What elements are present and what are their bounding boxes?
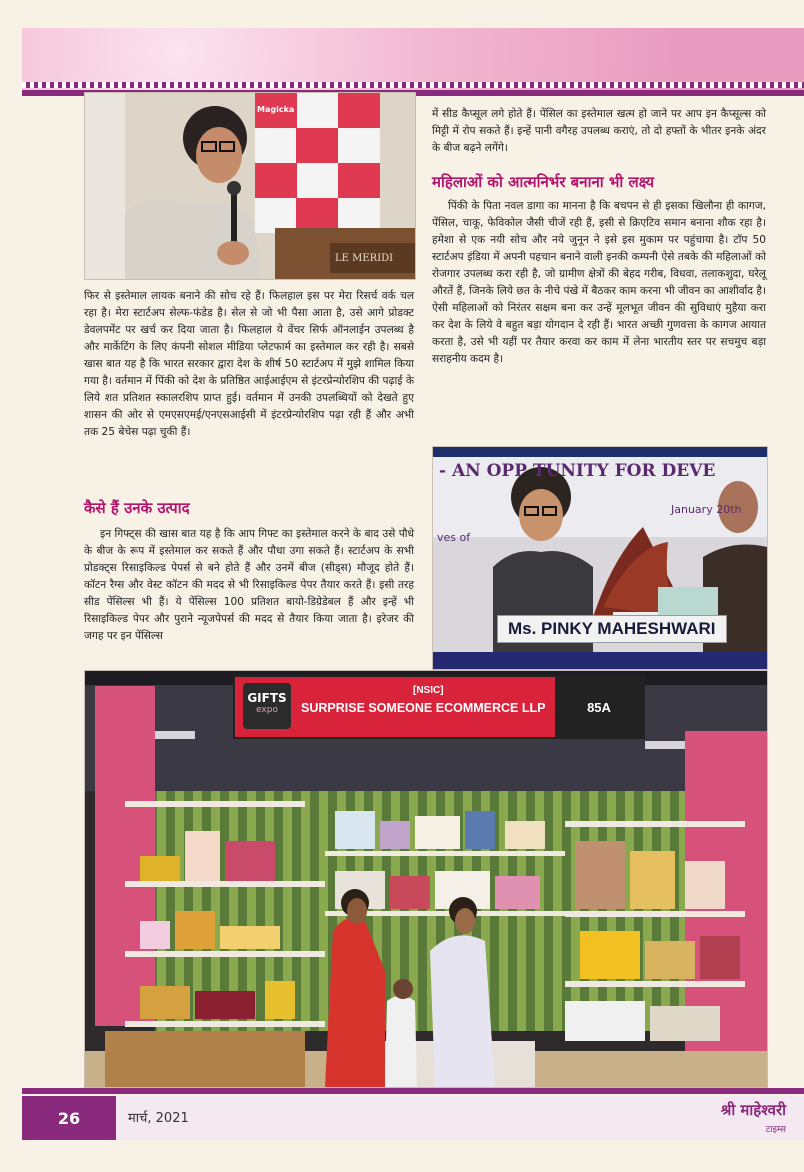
hotel-sign-text: LE MERIDI [335,253,394,264]
banner-date-text: January 20th [671,503,742,516]
logo-expo-text: expo [256,705,278,715]
banner-side-text: ves of [437,531,471,544]
logo-gifts-text: GIFTS [247,691,287,705]
page-number-text: 26 [57,1108,81,1128]
publication-name: श्री माहेश्वरी [720,1101,786,1119]
article-col1-para1: फिर से इस्तेमाल लायक बनाने की सोच रहे हैं। फिलहाल इस पर मेरा रिसर्च वर्क चल रहा है। मेरा स्टार्टअप सेल्फ-फंडेड है। सेल से जो भी पैसा आता है, उसे आगे प्रोडक्ट डेवलपमेंट पर खर्च कर दिया जाता है। फिलहाल ये वेंचर सिर्फ ऑनलाईन उपलब्ध है और मार्केटिंग के लिए कंपनी सोशल मीडिया प्लेटफार्म का इस्तेमाल कर रही है। सबसे खास बात यह है कि भारत सरकार द्वारा देश के शीर्ष 50 स्टार्टअप में मुझे शामिल किया गया है। वर्तमान में पिंकी को देश के प्रतिष्ठित आईआईएम से इंटरप्रेन्योरशिप की पढ़ाई के लिये शत प्रतिशत स्कालरशिप प्राप्त हुई। वर्तमान में उनकी उपलब्धियों को देखते हुए शासन की ओर से एमएसएमई/एनएसआईसी में इंटरप्रेन्योरशिप पढ़ा रही हैं और अभी तक 25 बेचेस पढ़ा चुकी हैं। [84,290,414,438]
nameplate: Ms. PINKY MAHESHWARI [497,615,727,643]
stall-number [555,677,643,737]
company-name: SURPRISE SOMEONE ECOMMERCE LLP [301,701,546,715]
section-heading-women-empowerment: महिलाओं को आत्मनिर्भर बनाना भी लक्ष्य [432,173,655,191]
article-col2-para1: में सीड कैप्सूल लगे होते हैं। पेंसिल का इस्तेमाल खत्म हो जाने पर आप इन कैप्सूल्स को मिट्टी में रोप सकते हैं। इन्हें पानी वगैरह उपलब्ध कराएं, तो दो हफ्तों के भीतर इनके अंदर के बीज बढ़ने लगेंगे। [432,108,766,154]
backdrop-logo-text: Magicka [257,105,295,114]
photo-speaker-microphone [84,92,416,280]
photo-panel-discussion [432,446,768,670]
publication-subtitle: टाइम्स [765,1125,786,1135]
footer-rule [22,1088,804,1094]
section-heading-products: कैसे हैं उनके उत्पाद [84,499,190,517]
header-border [22,82,804,88]
stall-sign [233,675,645,739]
gifts-expo-logo [243,683,291,729]
article-col2-para2: पिंकी के पिता नवल डागा का मानना है कि बचपन से ही इसका खिलौना ही कागज, पेंसिल, चाकू, फेविकोल जैसी चीजें रही हैं, इसी से क्रिएटिव समान बनाना शौक रहा है। हमेशा से एक नयी सोच और नये जुनून ने इसे इस मुकाम पर पहुंचाया है। टॉप 50 स्टार्टअप इंडिया में अपनी पहचान बनाने वाली इनकी कम्पनी ऐसे तबके की महिलाओं को रोजगार उपलब्ध करा रही है, जो ग्रामीण क्षेत्रों की बेहद गरीब, विधवा, तलाकशुदा, घरेलू औरतें हैं, जिनके लिये छत के नीचे पंखे में बैठकर काम करना भी जीवन का आशीर्वाद है। ऐसी महिलाओं को निरंतर सक्षम बना कर उन्हें मूलभूत जीवन की सुविधाएं मुहैया करा कर देश के लिये वे बहुत बड़ा योगदान दे रही हैं। भारत अच्छी गुणवत्ता के कागज आयात करता है, उसे भी यहीं पर तैयार करवा कर काम में लेना भारतीय स्तर पर सचमुच बड़ा सराहनीय कदम है। [432,200,766,365]
page-number [22,1096,116,1140]
banner-text: - AN OPP TUNITY FOR DEVE [439,461,716,481]
stall-number-text: 85A [587,699,611,715]
nsic-text: [NSIC] [413,685,444,696]
article-col1-para2: इन गिफ्ट्स की खास बात यह है कि आप गिफ्ट का इस्तेमाल करने के बाद उसे पौधे के बीज के रूप में इस्तेमाल कर सकते हैं और पौधा उगा सकते हैं। स्टार्टअप के सभी प्रोडक्ट्स रिसाइकिल्ड पेपर्स से बने होते हैं और उनमें बीज (सीड्स) मौजूद होते हैं। कॉटन रैग्स और वेस्ट कॉटन की मदद से भी रिसाइकिल्ड पेपर तैयार करते हैं। इसी तरह सीड पेंसिल्स भी हैं। ये पेंसिल्स 100 प्रतिशत बायो-डिग्रेडेबल हैं और इन्हें भी रिसाइकिल्ड पेपर और पुराने न्यूजपेपर्स की मदद से तैयार किया जाता है। इरेजर की जगह पर इन पेंसिल्स [84,528,414,642]
issue-date: मार्च, 2021 [128,1111,189,1126]
photo-expo-stall [84,670,768,1088]
